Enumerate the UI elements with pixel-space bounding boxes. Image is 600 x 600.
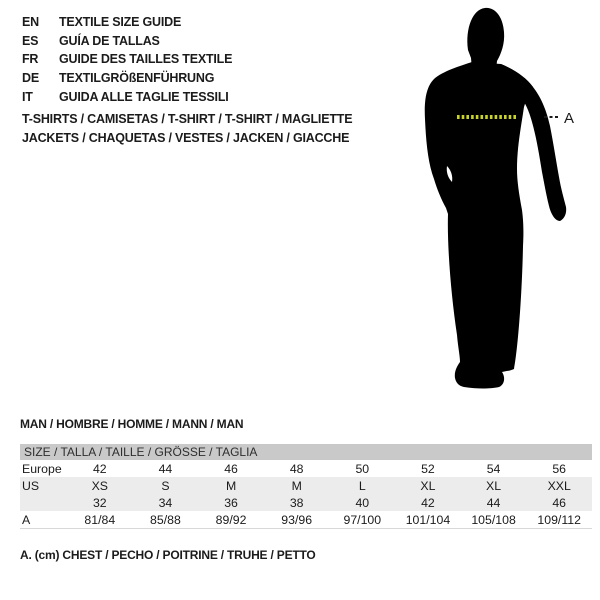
table-cell: M	[225, 478, 237, 493]
silhouette-head	[467, 8, 504, 70]
table-cell: 34	[158, 495, 173, 510]
table-cell: 50	[355, 461, 370, 476]
man-silhouette-figure	[410, 0, 600, 400]
language-code: EN	[22, 15, 39, 30]
table-cell: 54	[486, 461, 501, 476]
language-label: GUIDE DES TAILLES TEXTILE	[59, 52, 233, 67]
silhouette-body	[425, 62, 533, 389]
garment-categories	[22, 110, 352, 148]
category-tshirts: T-SHIRTS / CAMISETAS / T-SHIRT / T-SHIRT / MAGLIETTE	[22, 112, 353, 126]
table-cell: 42	[92, 461, 107, 476]
table-cell: 38	[289, 495, 304, 510]
table-cell: XXL	[547, 478, 571, 493]
list-item	[22, 50, 232, 69]
language-label: GUÍA DE TALLAS	[59, 33, 160, 48]
table-cell: 105/108	[471, 512, 516, 527]
table-cell: 85/88	[150, 512, 181, 527]
table-cell: 93/96	[281, 512, 313, 527]
row-label: US	[22, 478, 40, 493]
table-cell: 32	[92, 495, 107, 510]
table-row-us-numeric	[20, 494, 592, 511]
table-cell: 89/92	[215, 512, 247, 527]
table-row-chest-cm	[20, 511, 592, 528]
list-item	[22, 13, 232, 32]
language-code: FR	[22, 52, 39, 67]
table-cell: 44	[158, 461, 173, 476]
table-row-us	[20, 477, 592, 494]
language-guide-list	[22, 13, 232, 106]
table-cell: 109/112	[537, 512, 581, 527]
language-label: GUIDA ALLE TAGLIE TESSILI	[59, 89, 229, 104]
table-cell: 52	[421, 461, 435, 476]
table-cell: 81/84	[84, 512, 116, 527]
table-cell: M	[291, 478, 302, 493]
size-table-header: SIZE / TALLA / TAILLE / GRÖSSE / TAGLIA	[20, 444, 592, 460]
table-cell: 46	[552, 495, 567, 510]
table-cell: S	[161, 478, 170, 493]
table-cell: 56	[552, 461, 567, 476]
table-cell: 44	[486, 495, 501, 510]
size-table	[20, 444, 592, 529]
measure-label-a: A	[564, 110, 575, 127]
section-title-man: MAN / HOMBRE / HOMME / MANN / MAN	[20, 417, 244, 431]
language-code: IT	[22, 89, 33, 104]
table-cell: 101/104	[405, 512, 451, 527]
category-jackets: JACKETS / CHAQUETAS / VESTES / JACKEN / GIACCHE	[22, 131, 350, 145]
table-cell: L	[358, 478, 366, 493]
list-item	[22, 87, 232, 106]
language-code: DE	[22, 71, 39, 86]
measurement-footnote: A. (cm) CHEST / PECHO / POITRINE / TRUHE / PETTO	[20, 548, 316, 562]
table-cell: XS	[91, 478, 109, 493]
table-cell: 40	[355, 495, 370, 510]
table-cell: 97/100	[343, 512, 382, 527]
language-code: ES	[22, 33, 39, 48]
table-cell: 48	[289, 461, 304, 476]
row-label: Europe	[22, 461, 62, 476]
man-silhouette-icon	[410, 0, 600, 400]
table-row-europe	[20, 460, 592, 477]
table-cell: 36	[224, 495, 238, 510]
table-cell: 42	[421, 495, 435, 510]
list-item	[22, 69, 232, 88]
table-cell: 46	[224, 461, 238, 476]
table-cell: XL	[420, 478, 436, 493]
language-label: TEXTILE SIZE GUIDE	[59, 15, 182, 30]
list-item	[22, 32, 232, 51]
row-label: A	[22, 512, 31, 527]
table-cell: XL	[486, 478, 502, 493]
language-label: TEXTILGRÖßENFÜHRUNG	[59, 71, 215, 86]
